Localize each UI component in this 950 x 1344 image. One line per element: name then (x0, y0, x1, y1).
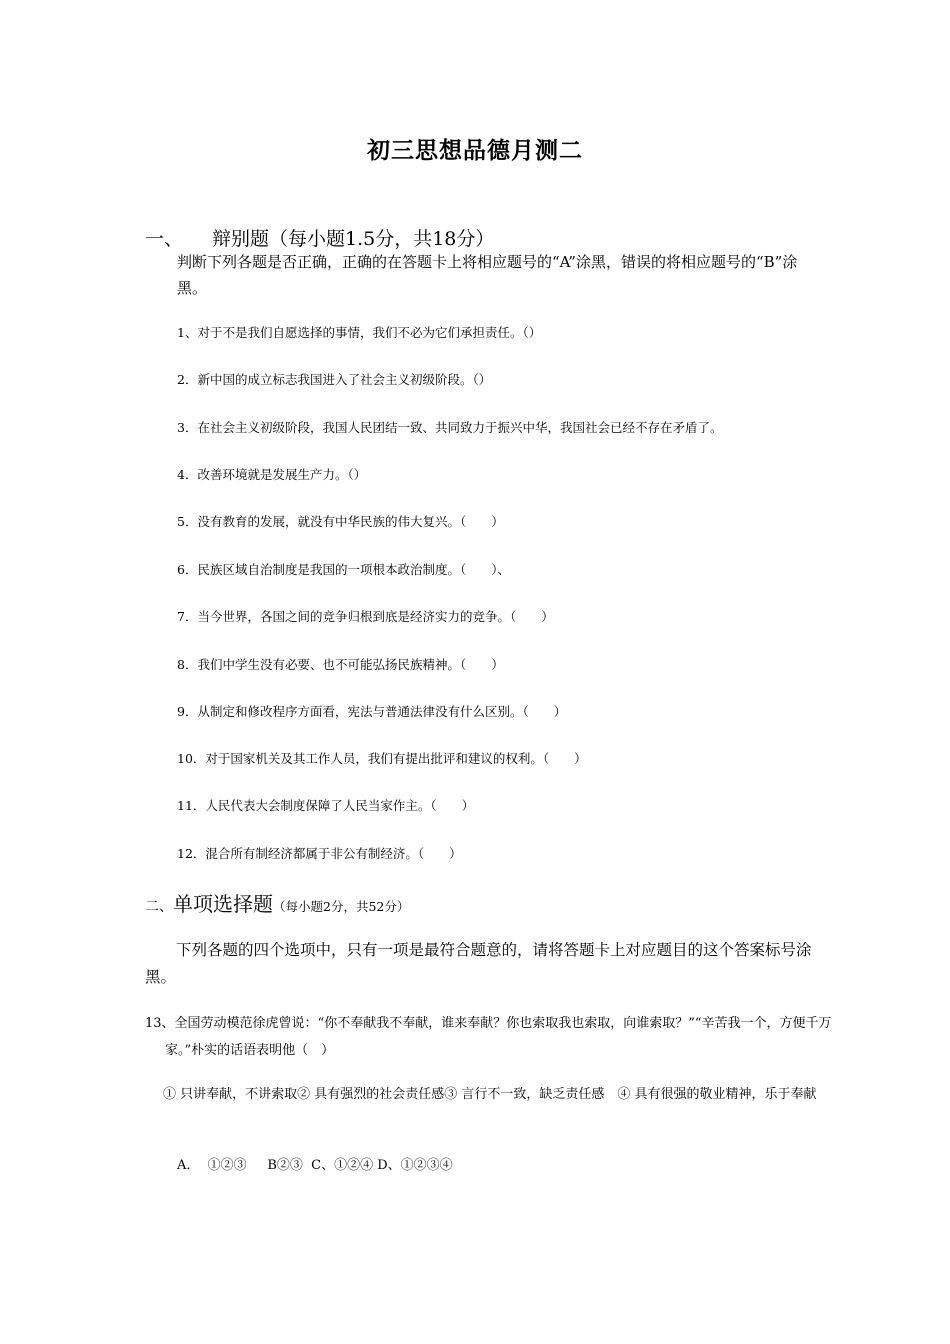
question-item: 8．我们中学生没有必要、也不可能弘扬民族精神。（ ） (177, 657, 504, 672)
section2-heading (145, 888, 409, 917)
question-item: 12．混合所有制经济都属于非公有制经济。（ ） (177, 846, 462, 861)
section2-score-note: （每小题2分，共52分） (273, 899, 410, 914)
question-item: 9．从制定和修改程序方面看，宪法与普通法律没有什么区别。（ ） (177, 704, 567, 719)
question-item: 11．人民代表大会制度保障了人民当家作主。（ ） (177, 798, 475, 813)
question-item: 3．在社会主义初级阶段，我国人民团结一致、共同致力于振兴中华，我国社会已经不存在矛盾了。 (177, 420, 723, 435)
question-item: 5．没有教育的发展，就没有中华民族的伟大复兴。（ ） (177, 514, 504, 529)
question-13-statements: ① 只讲奉献，不讲索取② 具有强烈的社会责任感③ 言行不一致，缺乏责任感 ④ 具有很强的敬业精神，乐于奉献 (163, 1087, 817, 1102)
section1-instructions: 判断下列各题是否正确，正确的在答题卡上将相应题号的“A”涂黑，错误的将相应题号的“B”涂黑。 (177, 253, 798, 297)
question-item: 4．改善环境就是发展生产力。（） (177, 467, 367, 482)
section1-heading (145, 224, 494, 251)
question-item: 1、对于不是我们自愿选择的事情，我们不必为它们承担责任。（） (177, 325, 542, 340)
question-13-stem: 13、全国劳动模范徐虎曾说：“你不奉献我不奉献，谁来奉献？你也索取我也索取，向谁索取？”“辛苦我一个，方便千万家。”朴实的话语表明他（ ） (145, 1016, 832, 1058)
section2-instructions: 下列各题的四个选项中，只有一项是最符合题意的，请将答题卡上对应题目的这个答案标号涂黑。 (145, 941, 812, 986)
section2-heading-text: 单项选择题 (173, 892, 273, 916)
section1-number: 一、 (145, 228, 184, 250)
section2-prefix: 二、 (145, 899, 173, 915)
question-item: 2．新中国的成立标志我国进入了社会主义初级阶段。（） (177, 372, 492, 387)
question-13-choices: A． ①②③ B②③ C、①②④ D、①②③④ (177, 1158, 453, 1173)
question-item: 7．当今世界，各国之间的竞争归根到底是经济实力的竞争。（ ） (177, 609, 554, 624)
page-title: 初三思想品德月测二 (367, 137, 583, 164)
question-item: 6．民族区域自治制度是我国的一项根本政治制度。（ ）、 (177, 562, 510, 577)
section1-heading-text: 辩别题（每小题1.5分，共18分） (212, 228, 495, 250)
question-item: 10．对于国家机关及其工作人员，我们有提出批评和建议的权利。（ ） (177, 751, 587, 766)
